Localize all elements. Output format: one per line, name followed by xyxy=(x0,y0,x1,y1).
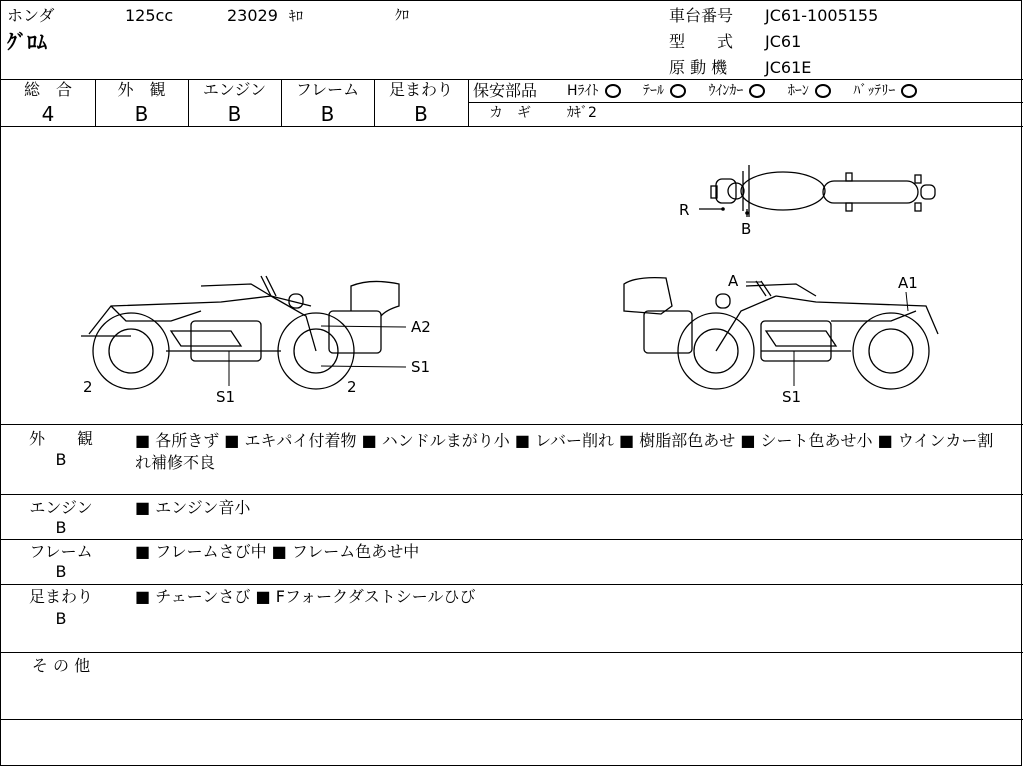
grade-label-suspension: 足まわり xyxy=(388,80,453,99)
rule xyxy=(468,102,1023,103)
safety-item-winker: ｳｲﾝｶｰ xyxy=(708,83,744,99)
mark-2-rear: 2 xyxy=(83,378,93,396)
grade-label-exterior: 外 観 xyxy=(117,80,166,99)
remark-grade-exterior: B xyxy=(55,450,67,469)
safety-item-tail: ﾃｰﾙ xyxy=(642,83,664,99)
model-name: ｸﾞﾛﾑ xyxy=(7,30,47,54)
safety-item-battery: ﾊﾞｯﾃﾘｰ xyxy=(853,83,896,99)
remark-text-engine: ■ エンジン音小 xyxy=(135,498,251,517)
grade-label-frame: フレーム xyxy=(295,80,360,99)
ok-circle-icon xyxy=(815,84,831,98)
ok-circle-icon xyxy=(670,84,686,98)
bike-top-view xyxy=(671,161,951,241)
grade-label-overall: 総 合 xyxy=(23,80,72,99)
remark-label-suspension: 足まわり xyxy=(28,587,93,606)
leader-line xyxy=(321,366,406,367)
remark-label-other: そ の 他 xyxy=(31,656,91,675)
remark-grade-engine: B xyxy=(55,518,67,537)
rule xyxy=(1,539,1023,540)
mark-2-front: 2 xyxy=(347,378,357,396)
grade-value-exterior: B xyxy=(134,102,149,126)
rule xyxy=(1,652,1023,653)
rule xyxy=(1,424,1023,425)
mileage-value: 23029 xyxy=(227,6,278,25)
grade-value-engine: B xyxy=(227,102,242,126)
displacement: 125cc xyxy=(125,6,174,25)
mark-b: B xyxy=(741,220,752,238)
remark-text-exterior: ■ 各所きず ■ エキパイ付着物 ■ ハンドルまがり小 ■ レバー削れ ■ 樹脂部色あせ ■ シート色あせ小 ■ ウインカー割れ補修不良 xyxy=(135,431,994,472)
grade-label-engine: エンジン xyxy=(202,80,267,99)
mark-s1-left: S1 xyxy=(411,358,431,376)
mark-a1: A1 xyxy=(898,274,918,292)
color: ｸﾛ xyxy=(395,8,409,24)
leader-line xyxy=(321,326,406,327)
grade-value-frame: B xyxy=(320,102,335,126)
remark-text-suspension: ■ チェーンさび ■ Fフォークダストシールひび xyxy=(135,587,476,606)
ok-circle-icon xyxy=(749,84,765,98)
mark-a2: A2 xyxy=(411,318,431,336)
mark-a: A xyxy=(728,272,739,290)
damage-dot xyxy=(745,211,749,215)
mark-s1-right: S1 xyxy=(782,388,802,406)
key-value: ｶｷﾞ2 xyxy=(567,105,597,121)
bike-right-view xyxy=(616,266,946,406)
grade-value-overall: 4 xyxy=(41,102,55,126)
remark-label-frame: フレーム xyxy=(29,542,93,561)
ok-circle-icon xyxy=(901,84,917,98)
grade-value-suspension: B xyxy=(414,102,428,126)
engine-code: JC61E xyxy=(765,58,812,77)
rule xyxy=(468,79,469,126)
rule xyxy=(1,494,1023,495)
ok-circle-icon xyxy=(605,84,621,98)
bike-left-view xyxy=(71,266,451,406)
key-label: カ ギ xyxy=(489,105,531,121)
remark-label-engine: エンジン xyxy=(29,498,93,517)
model-code: JC61 xyxy=(765,32,802,51)
rule xyxy=(1,584,1023,585)
frame-no-label: 車台番号 xyxy=(669,6,734,25)
model-code-label: 型 式 xyxy=(669,32,734,51)
mileage xyxy=(227,7,303,25)
safety-label: 保安部品 xyxy=(473,81,538,100)
frame-no: JC61-1005155 xyxy=(765,6,879,25)
safety-item-headlight: Hﾗｲﾄ xyxy=(567,83,599,99)
mark-r: R xyxy=(679,201,690,219)
safety-items xyxy=(567,83,921,99)
remark-label-exterior: 外 観 xyxy=(28,429,93,448)
remark-grade-suspension: B xyxy=(55,609,67,628)
damage-dot xyxy=(721,207,725,211)
remark-text-frame: ■ フレームさび中 ■ フレーム色あせ中 xyxy=(135,542,420,561)
rule xyxy=(1,126,1023,127)
mileage-unit: ｷﾛ xyxy=(289,9,303,25)
engine-label: 原 動 機 xyxy=(669,58,728,77)
remark-grade-frame: B xyxy=(55,562,67,581)
leader-line xyxy=(906,292,908,311)
rule xyxy=(1,719,1023,720)
mark-s1-center: S1 xyxy=(216,388,236,406)
maker: ホンダ xyxy=(7,6,55,25)
safety-item-horn: ﾎｰﾝ xyxy=(787,83,809,99)
